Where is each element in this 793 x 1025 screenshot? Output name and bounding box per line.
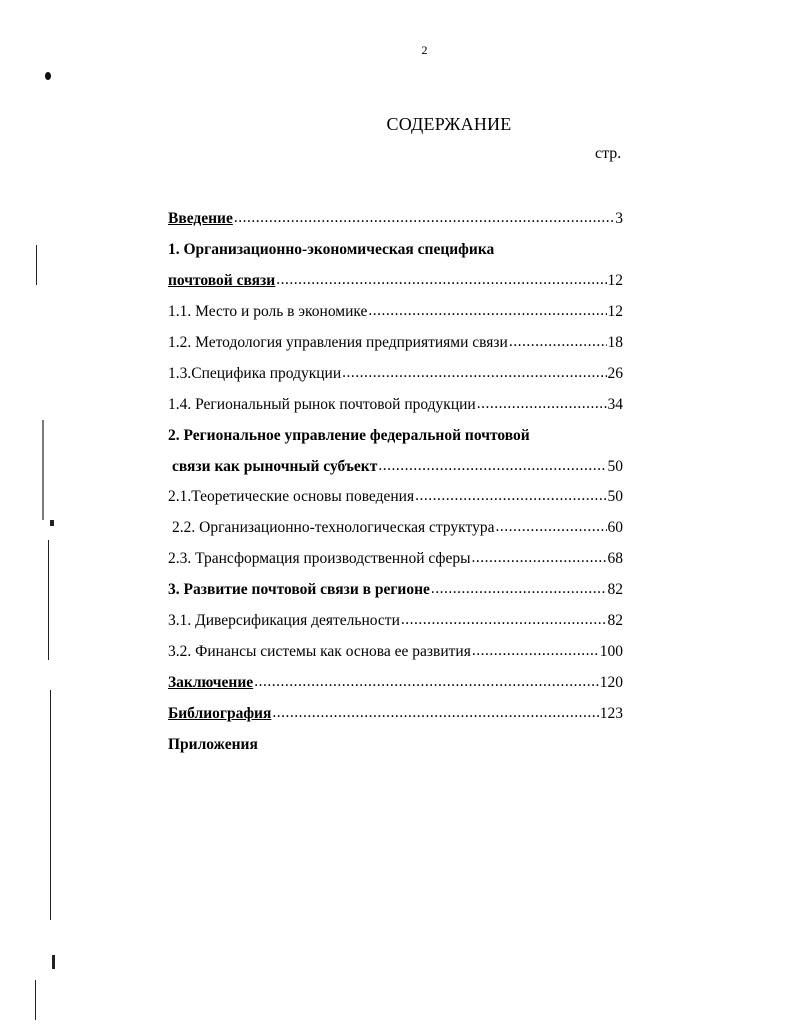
toc-entry-page: 50 — [607, 457, 623, 475]
toc-entry-page: 34 — [607, 395, 623, 413]
toc-entry-page: 60 — [607, 519, 623, 537]
toc-entry — [168, 204, 623, 235]
toc-entry — [168, 575, 623, 606]
toc-entry — [168, 358, 623, 389]
toc-entry-page: 100 — [599, 642, 623, 660]
toc-entry-page: 50 — [607, 488, 623, 506]
scan-artifact — [52, 955, 55, 969]
scan-artifact — [36, 245, 37, 285]
toc-leader-dots — [431, 580, 607, 598]
page-number: 2 — [421, 43, 428, 57]
toc-entry-page: 3 — [615, 210, 623, 228]
toc-leader-dots — [509, 333, 607, 351]
toc-leader-dots — [234, 209, 614, 227]
toc-entry-page: 82 — [607, 581, 623, 599]
toc-entry — [168, 513, 623, 544]
toc-entry-page: 26 — [607, 364, 623, 382]
toc-leader-dots — [254, 673, 599, 691]
scan-artifact — [45, 72, 51, 80]
toc-leader-dots — [368, 302, 606, 320]
toc-entry — [168, 729, 623, 760]
page-column-label: стр. — [595, 145, 622, 162]
toc-entry-page: 12 — [607, 303, 623, 321]
toc-entry — [168, 636, 623, 667]
toc-entry-page: 123 — [599, 704, 623, 722]
toc-leader-dots — [342, 364, 606, 382]
toc-leader-dots — [276, 271, 606, 289]
toc-entry-title: 1.4. Региональный рынок почтовой продукции — [168, 395, 476, 413]
toc-entry-title: 3.1. Диверсификация деятельности — [168, 612, 400, 630]
toc-entry — [168, 235, 623, 266]
toc-entry-title: связи как рыночный субъект — [172, 457, 378, 475]
toc-entry — [168, 544, 623, 575]
toc-entry — [168, 266, 623, 297]
toc-entry-page: 12 — [607, 272, 623, 290]
toc-entry-page: 18 — [607, 334, 623, 351]
toc-leader-dots — [495, 518, 606, 536]
toc-leader-dots — [378, 457, 606, 475]
toc-entry-page: 120 — [599, 673, 623, 691]
toc-entry-title: 2. Региональное управление федеральной почтовой — [168, 426, 530, 444]
toc-entry-title: Приложения — [168, 735, 258, 753]
toc-entry-page: 68 — [607, 550, 623, 568]
toc-entry — [168, 698, 623, 729]
toc-leader-dots — [472, 642, 599, 660]
scan-artifact — [35, 980, 36, 1020]
toc-leader-dots — [477, 395, 607, 413]
toc-leader-dots — [415, 487, 606, 505]
toc-entry-title: Введение — [168, 210, 233, 228]
toc-entry — [168, 389, 623, 420]
toc-entry-title: 3.2. Финансы системы как основа ее развития — [168, 642, 471, 660]
toc-entry-title: 1.3.Специфика продукции — [168, 364, 342, 382]
toc-leader-dots — [272, 704, 598, 722]
toc-entry — [168, 328, 623, 359]
toc-leader-dots — [472, 549, 607, 567]
toc-entry-title: Заключение — [168, 673, 254, 691]
toc-entry-title: 3. Развитие почтовой связи в регионе — [168, 581, 430, 599]
toc-entry — [168, 297, 623, 328]
toc-entry-title: 2.2. Организационно-технологическая структура — [172, 519, 495, 537]
toc-entry-page: 82 — [607, 612, 623, 630]
toc-entry — [168, 451, 623, 482]
toc-entry — [168, 482, 623, 513]
table-of-contents — [168, 204, 623, 760]
page-title: СОДЕРЖАНИЕ — [386, 114, 512, 134]
toc-entry-title: 1. Организационно-экономическая специфика — [168, 241, 495, 259]
toc-entry — [168, 606, 623, 637]
scan-artifact — [50, 690, 51, 920]
toc-entry — [168, 420, 623, 451]
toc-entry-title: 2.1.Теоретические основы поведения — [168, 488, 415, 506]
scan-artifact — [42, 420, 44, 520]
toc-entry-title: почтовой связи — [168, 272, 276, 290]
toc-entry-title: Библиография — [168, 704, 272, 722]
toc-entry — [168, 667, 623, 698]
toc-entry-title: 1.2. Методология управления предприятиями связи — [168, 334, 508, 351]
toc-entry-title: 1.1. Место и роль в экономике — [168, 303, 368, 321]
scan-artifact — [50, 520, 54, 526]
toc-entry-title: 2.3. Трансформация производственной сферы — [168, 550, 471, 568]
scan-artifact — [48, 540, 49, 660]
toc-leader-dots — [401, 611, 607, 629]
